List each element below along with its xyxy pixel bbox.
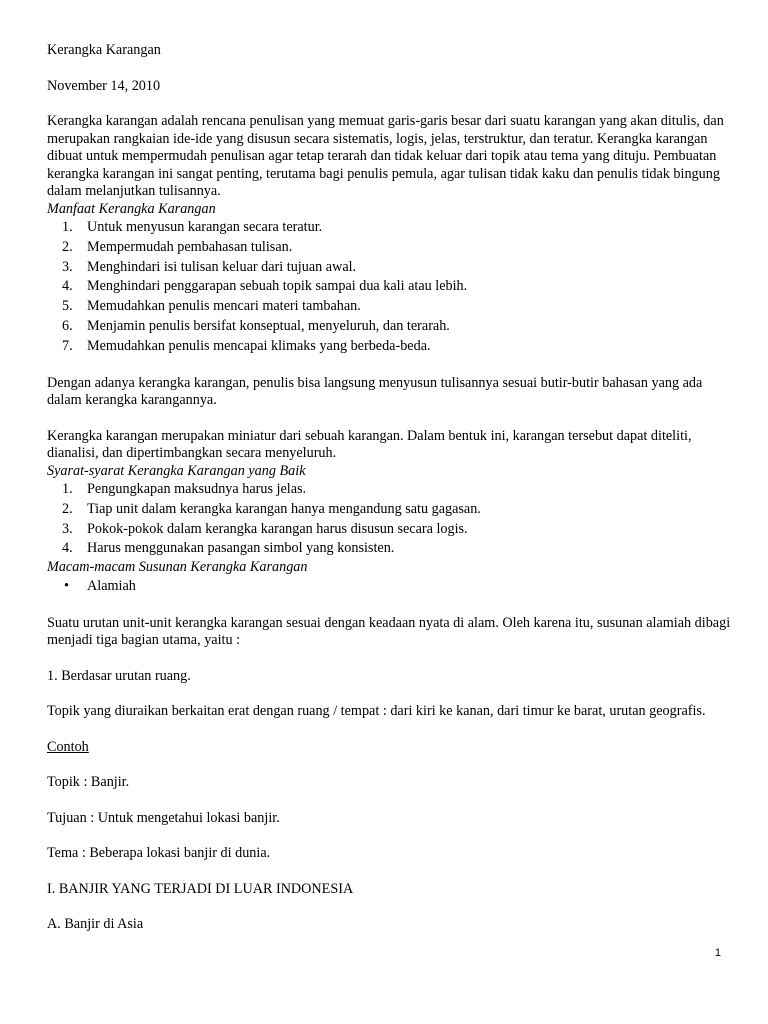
list-number: 7.	[62, 337, 73, 354]
topik-line: Topik : Banjir.	[47, 774, 130, 791]
intro-paragraph: Kerangka karangan adalah rencana penulisan yang memuat garis-garis besar dari suatu karangan yang akan ditulis, dan merupakan rangkaian ide-ide yang disusun secara sistematis, logis, jelas, terstruktur, dan teratur. Kerangka karangan dibuat untuk mempermudah penulisan agar tetap terarah dan tidak keluar dari topik atau tema yang dituju. Pembuatan kerangka karangan ini sangat penting, terutama bagi penulis pemula, agar tulisan tidak kaku dan penulis tidak bingung dalam melanjutkan tulisannya.	[47, 113, 724, 199]
list-text: Menjamin penulis bersifat konseptual, menyeluruh, dan terarah.	[87, 317, 450, 334]
contoh-heading	[47, 739, 737, 757]
syarat-list	[47, 480, 737, 559]
list-item	[47, 238, 737, 258]
section-a-heading: A. Banjir di Asia	[47, 916, 144, 933]
list-text: Untuk menyusun karangan secara teratur.	[87, 219, 323, 235]
bullet-icon: •	[64, 577, 69, 594]
paragraph-berdasar: 1. Berdasar urutan ruang.	[47, 667, 191, 684]
list-item	[47, 520, 737, 540]
list-item	[47, 277, 737, 297]
list-text: Harus menggunakan pasangan simbol yang konsisten.	[87, 540, 395, 557]
list-item	[47, 317, 737, 337]
paragraph-suatu: Suatu urutan unit-unit kerangka karangan sesuai dengan keadaan nyata di alam. Oleh karena itu, susunan alamiah dibagi menjadi tiga bagian utama, yaitu :	[47, 614, 731, 649]
document-date: November 14, 2010	[47, 77, 161, 94]
macam-heading: Macam-macam Susunan Kerangka Karangan	[47, 559, 308, 576]
list-text: Alamiah	[87, 577, 136, 594]
list-text: Pokok-pokok dalam kerangka karangan harus disusun secara logis.	[87, 520, 468, 537]
list-item	[47, 539, 737, 559]
list-item	[47, 337, 737, 357]
list-item	[47, 258, 737, 278]
list-item	[47, 480, 737, 500]
document-page	[47, 42, 737, 934]
paragraph-miniatur: Kerangka karangan merupakan miniatur dari sebuah karangan. Dalam bentuk ini, karangan tersebut dapat diteliti, dianalisi, dan dipertimbangkan secara menyeluruh.	[47, 427, 692, 462]
paragraph-topik-desc: Topik yang diuraikan berkaitan erat dengan ruang / tempat : dari kiri ke kanan, dari timur ke barat, urutan geografis.	[47, 703, 706, 720]
list-number: 2.	[62, 238, 73, 255]
tujuan-line: Tujuan : Untuk mengetahui lokasi banjir.	[47, 809, 280, 826]
list-number: 3.	[62, 258, 73, 275]
list-number: 2.	[62, 500, 73, 517]
list-number: 3.	[62, 520, 73, 537]
paragraph-adanya: Dengan adanya kerangka karangan, penulis bisa langsung menyusun tulisannya sesuai butir-butir bahasan yang ada dalam kerangka karangannya.	[47, 374, 703, 409]
list-number: 6.	[62, 317, 73, 334]
list-item	[47, 500, 737, 520]
page-number: 1	[714, 947, 721, 959]
list-text: Tiap unit dalam kerangka karangan hanya mengandung satu gagasan.	[87, 500, 481, 517]
list-text: Pengungkapan maksudnya harus jelas.	[87, 481, 307, 498]
contoh-label: Contoh	[47, 738, 89, 755]
manfaat-list	[47, 218, 737, 357]
list-text: Memudahkan penulis mencari materi tambahan.	[87, 298, 361, 315]
list-number: 1.	[62, 219, 73, 235]
list-item	[47, 577, 737, 597]
syarat-heading: Syarat-syarat Kerangka Karangan yang Baik	[47, 462, 306, 479]
list-number: 1.	[62, 481, 73, 498]
manfaat-heading: Manfaat Kerangka Karangan	[47, 200, 216, 217]
list-text: Menghindari penggarapan sebuah topik sampai dua kali atau lebih.	[87, 278, 468, 295]
list-number: 5.	[62, 298, 73, 315]
document-title: Kerangka Karangan	[47, 42, 161, 58]
tema-line: Tema : Beberapa lokasi banjir di dunia.	[47, 845, 271, 862]
list-item	[47, 218, 737, 238]
list-text: Menghindari isi tulisan keluar dari tujuan awal.	[87, 258, 357, 275]
macam-list	[47, 577, 737, 597]
section-i-heading: I. BANJIR YANG TERJADI DI LUAR INDONESIA	[47, 880, 354, 897]
list-text: Mempermudah pembahasan tulisan.	[87, 238, 293, 255]
list-item	[47, 297, 737, 317]
list-number: 4.	[62, 540, 73, 557]
list-text: Memudahkan penulis mencapai klimaks yang berbeda-beda.	[87, 337, 431, 354]
list-number: 4.	[62, 278, 73, 295]
